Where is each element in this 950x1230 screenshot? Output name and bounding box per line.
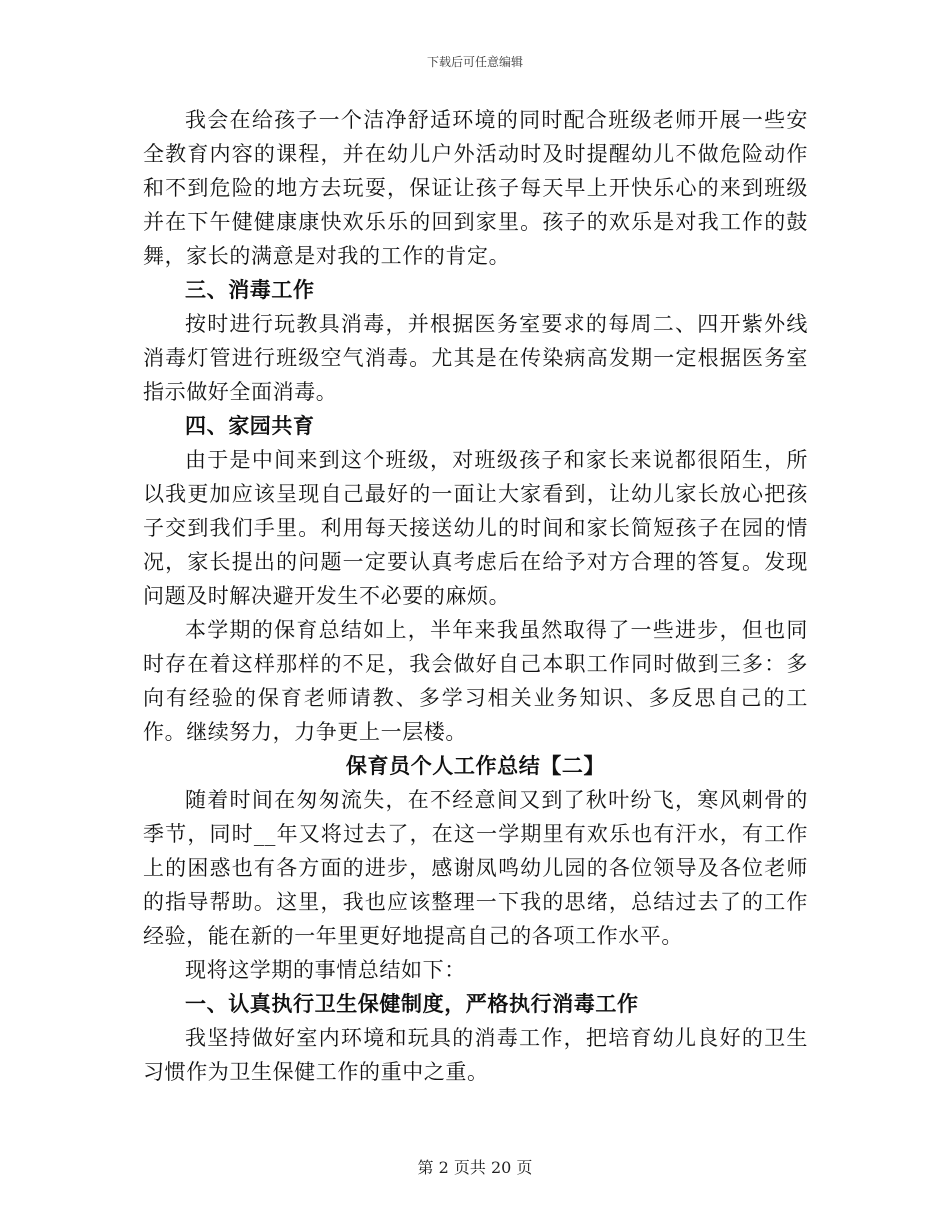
page-number: 第 2 页共 20 页	[417, 1158, 533, 1177]
paragraph-semester-summary: 本学期的保育总结如上，半年来我虽然取得了一些进步，但也同时存在着这样那样的不足，我会做好自己本职工作同时做到三多：多向有经验的保育老师请教、多学习相关业务知识、多反思自己的工作。继续努力，力争更上一层楼。	[143, 618, 808, 744]
heading-home-school: 四、家园共育	[185, 413, 315, 438]
section-title-two: 保育员个人工作总结【二】	[345, 753, 606, 778]
paragraph-intro: 随着时间在匆匆流失，在不经意间又到了秋叶纷飞，寒风刺骨的季节，同时__年又将过去了，在这一学期里有欢乐也有汗水，有工作上的困惑也有各方面的进步，感谢凤鸣幼儿园的各位领导及各位老师的指导帮助。这里，我也应该整理一下我的思绪，总结过去了的工作经验，能在新的一年里更好地提高自己的各项工作水平。	[143, 788, 808, 948]
document-body	[143, 103, 808, 1089]
heading-hygiene: 一、认真执行卫生保健制度，严格执行消毒工作	[185, 991, 639, 1016]
heading-disinfection: 三、消毒工作	[185, 277, 315, 302]
paragraph-summary-lead: 现将这学期的事情总结如下：	[185, 958, 466, 982]
paragraph-hygiene: 我坚持做好室内环境和玩具的消毒工作，把培育幼儿良好的卫生习惯作为卫生保健工作的重中之重。	[143, 1026, 808, 1084]
header-note: 下载后可任意编辑	[426, 55, 523, 69]
paragraph-home-school: 由于是中间来到这个班级，对班级孩子和家长来说都很陌生，所以我更加应该呈现自己最好的一面让大家看到，让幼儿家长放心把孩子交到我们手里。利用每天接送幼儿的时间和家长简短孩子在园的情况，家长提出的问题一定要认真考虑后在给予对方合理的答复。发现问题及时解决避开发生不必要的麻烦。	[143, 448, 808, 608]
paragraph-safety-education: 我会在给孩子一个洁净舒适环境的同时配合班级老师开展一些安全教育内容的课程，并在幼儿户外活动时及时提醒幼儿不做危险动作和不到危险的地方去玩耍，保证让孩子每天早上开快乐心的来到班级并在下午健健康康快欢乐乐的回到家里。孩子的欢乐是对我工作的鼓舞，家长的满意是对我的工作的肯定。	[143, 108, 808, 268]
paragraph-disinfection: 按时进行玩教具消毒，并根据医务室要求的每周二、四开紫外线消毒灯管进行班级空气消毒。尤其是在传染病高发期一定根据医务室指示做好全面消毒。	[143, 312, 808, 404]
